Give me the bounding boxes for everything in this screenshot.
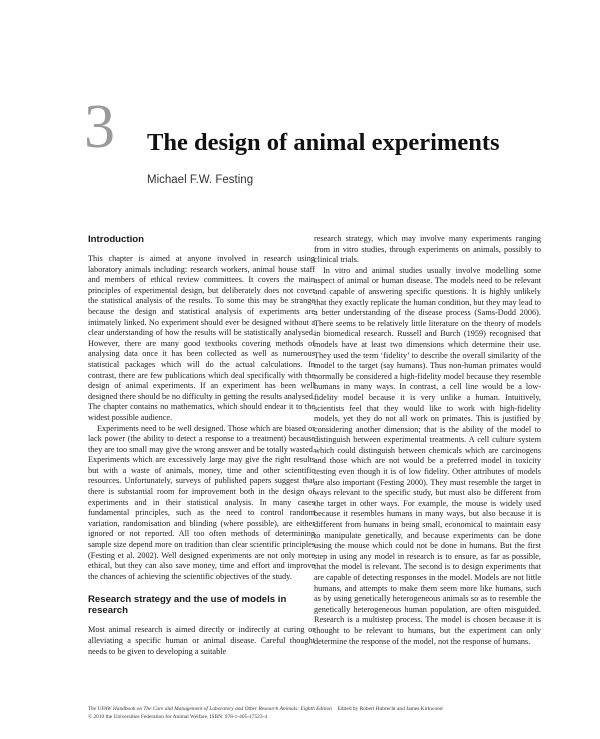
section-heading-research-strategy: Research strategy and the use of models in research [88,594,287,617]
footer-copyright: © 2010 the Universities Federation for Animal Welfare. ISBN: 978-1-405-17523-4 [88,714,268,720]
footer-editors: Edited by Robert Hubrecht and James Kirkwood [337,706,443,712]
paragraph: In vitro and animal studies usually involve modelling some aspect of animal or human disease. The models need to be relevant and capable of answering specific questions. It is highly unlikely that they exactly replicate the human condition, but they may lead to a better understanding of the disease process (Sams-Dodd 2006). There seems to be relatively little literature on the theory of models in biomedical research. Russell and Burch (1959) recognised that models have at least two dimensions which determine their use. They used the term ‘fidelity’ to describe the overall similarity of the model to the target (say humans). Thus non-human primates would normally be considered a high-fidelity model because they resemble humans in many ways. In contrast, a cell line would be a low-fidelity model because it is very unlike a human. Intuitively, scientists feel that they would like to work with high-fidelity models, yet they do not all work on primates. This is justified by considering another dimension; that is the ability of the model to distinguish between experimental treatments. A cell culture system which could distinguish between chemicals which are carcinogens and those which are not would be a preferred model in toxicity testing even though it is of low fidelity. Other attributes of models are also important (Festing 2000). They must resemble the target in ways relevant to the specific study, but must also be different from the target in other ways. For example, the mouse is widely used because it resembles humans in many ways, but also because it is different from humans in being small, economical to maintain easy to manipulate genetically, and because experiments can be done using the mouse which could not be done in humans. But the first step in using any model in research is to ensure, as far as possible, that the model is relevant. The second is to design experiments that are capable of detecting responses in the model. Models are not little humans, and attempts to make them seem more like humans, such as by using genetically heterogeneous animals so as to resemble the genetically heterogeneous human population, are often misguided. Research is a multistep process. The model is chosen because it is thought to be relevant to humans, but the experiment can only determine the response of the model, not the response of humans. [314,265,541,646]
paragraph: Experiments need to be well designed. Those which are biased or lack power (the ability to detect a response to a treatment) because they are too small may give the wrong answer and be totally wasted. Experiments which are excessively large may give the right results but with a waste of animals, money, time and other scientific resources. Unfortunately, surveys of published papers suggest that there is substantial room for improvement both in the design of experiments and in their statistical analysis. In many cases fundamental principles, such as the need to control random variation, randomisation and blinding (where possible), are either ignored or not reported. All too often methods of determining sample size depend more on tradition than clear scientific principles (Festing et al. 2002). Well designed experiments are not only more ethical, but they can also save money, time and effort and improve the chances of achieving the scientific objectives of the study. [88,423,315,581]
chapter-number: 3 [84,93,115,161]
paragraph: This chapter is aimed at anyone involved in research using laboratory animals including: research workers, animal house staff and members of ethical review committees. It covers the main principles of experimental design, but deliberately does not cover the statistical analysis of the results. To some this may be strange because the design and statistical analysis of experiments are intimately linked. No experiment should ever be designed without a clear understanding of how the results will be statistically analysed. However, there are many good textbooks covering methods of analysing data once it has been collected as well as numerous statistical packages which will do the actual calculations. In contrast, there are few publications which deal specifically with the design of animal experiments. If an experiment has been well designed there should be no difficulty in getting the results analysed. The chapter contains no mathematics, which should endear it to the widest possible audience. [88,254,315,422]
author-name: Michael F.W. Festing [147,174,254,186]
page-footer [88,705,538,721]
footer-book-title: The UFAW Handbook on The Care and Management of Laboratory and Other Research Animals: Eighth Edition [88,706,333,712]
paragraph: research strategy, which may involve many experiments ranging from in vitro studies, through experiments on animals, possibly to clinical trials. [314,234,541,265]
left-column [88,234,315,657]
right-column [314,234,541,647]
section-heading-introduction: Introduction [88,234,144,245]
paragraph: Most animal research is aimed directly or indirectly at curing or alleviating a specific human or animal disease. Careful thought needs to be given to developing a suitable [88,625,315,656]
chapter-title: The design of animal experiments [147,129,500,156]
